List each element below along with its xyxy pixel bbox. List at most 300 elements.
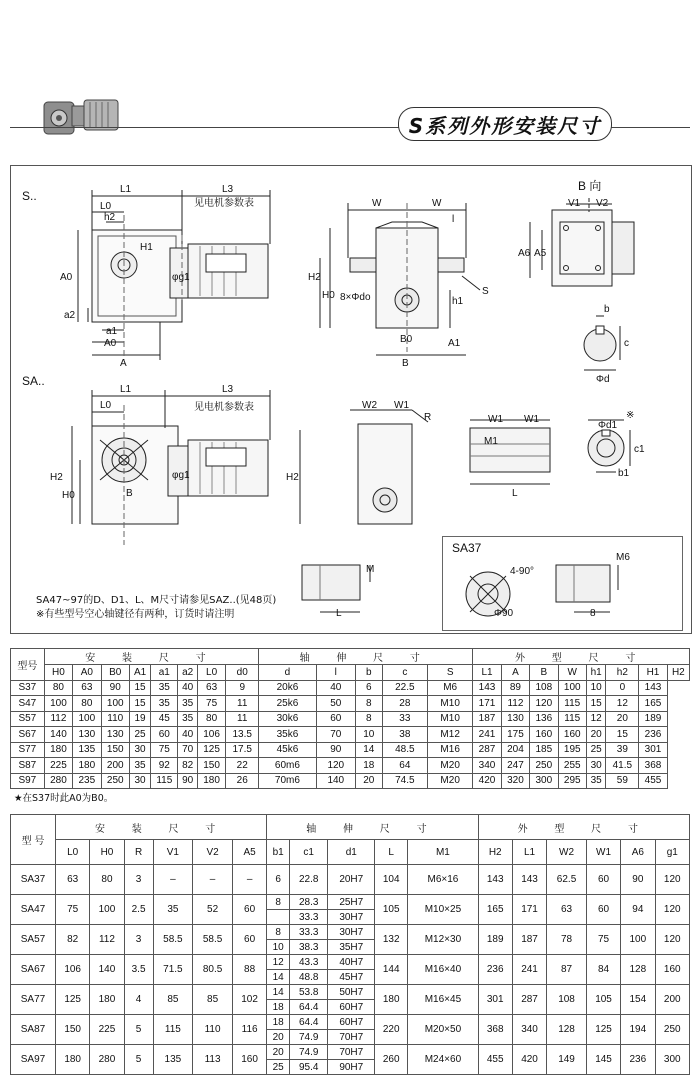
table-cell-d1: 30H7 <box>328 925 375 940</box>
table-cell: 8 <box>355 696 382 712</box>
table-cell: 135 <box>73 742 101 758</box>
dim-b-sa: B <box>126 488 133 499</box>
table-cell: M20 <box>427 773 472 789</box>
column-header: A <box>501 665 529 681</box>
table-cell: 14 <box>355 742 382 758</box>
table-cell: 13.5 <box>226 727 259 743</box>
table-cell: 35 <box>178 696 197 712</box>
group-install: 安 装 尺 寸 <box>44 649 258 665</box>
table-cell: M20 <box>427 758 472 774</box>
table-cell: 28 <box>382 696 427 712</box>
dim-a1: a1 <box>106 326 118 337</box>
table-cell: 255 <box>558 758 586 774</box>
table-cell: 104 <box>375 865 408 895</box>
table-cell: 140 <box>44 727 72 743</box>
row-model: S57 <box>11 711 45 727</box>
table-cell: 4 <box>124 985 153 1015</box>
table-cell-b1: 20 <box>267 1045 290 1060</box>
table-cell: 17.5 <box>226 742 259 758</box>
table-cell: 89 <box>501 680 529 696</box>
table-cell: 110 <box>101 711 129 727</box>
table-cell: 20 <box>586 727 605 743</box>
table-cell: 60 <box>586 895 620 925</box>
table-cell-b1: 25 <box>267 1060 290 1075</box>
table-cell: 48.5 <box>382 742 427 758</box>
table-cell-b1: 8 <box>267 895 290 910</box>
table-row <box>11 925 690 940</box>
table-cell: 0 <box>606 680 639 696</box>
dim-eight: 8 <box>590 608 596 619</box>
row-model: S47 <box>11 696 45 712</box>
table-cell: 12 <box>606 696 639 712</box>
table-cell: 41.5 <box>606 758 639 774</box>
table-cell-c1: 53.8 <box>290 985 328 1000</box>
column-header-sa: V2 <box>193 840 233 865</box>
column-header-sa: b1 <box>267 840 290 865</box>
table-cell: M16 <box>427 742 472 758</box>
dim-l3: L3 <box>222 184 234 195</box>
table-cell: 25k6 <box>259 696 317 712</box>
dim-a1-front: A1 <box>448 338 461 349</box>
table-cell: 70m6 <box>259 773 317 789</box>
table-cell-c1: 33.3 <box>290 925 328 940</box>
table-cell: 250 <box>655 1015 690 1045</box>
table-cell: 11 <box>226 711 259 727</box>
table-cell-b1: 18 <box>267 1015 290 1030</box>
column-header: A0 <box>73 665 101 681</box>
table-cell: 75 <box>197 696 225 712</box>
row-model: S67 <box>11 727 45 743</box>
table-cell: 185 <box>530 742 558 758</box>
table-cell: 140 <box>90 955 124 985</box>
dim-bolt: 8×Φdo <box>340 292 371 303</box>
table-cell-c1: 74.9 <box>290 1030 328 1045</box>
table-cell-d1: 45H7 <box>328 970 375 985</box>
table-cell: 22.5 <box>382 680 427 696</box>
table-cell: 3 <box>124 925 153 955</box>
table-cell: 120 <box>530 696 558 712</box>
dim-g1-sa: φg1 <box>172 470 190 481</box>
table-cell: 94 <box>621 895 655 925</box>
table-cell: 100 <box>44 696 72 712</box>
table-cell: 84 <box>586 955 620 985</box>
table-cell: 26 <box>226 773 259 789</box>
table-cell-d1: 70H7 <box>328 1030 375 1045</box>
table-cell: 115 <box>558 696 586 712</box>
table-cell: 160 <box>655 955 690 985</box>
table-cell: 301 <box>639 742 667 758</box>
table-cell: 22 <box>226 758 259 774</box>
table-cell-b1: 8 <box>267 925 290 940</box>
table-cell: 195 <box>558 742 586 758</box>
dim-v1: V1 <box>568 198 581 209</box>
column-header: H0 <box>44 665 72 681</box>
table-cell: 189 <box>639 711 667 727</box>
group-shaft-sa: 轴 伸 尺 寸 <box>267 815 478 840</box>
table-cell: 70 <box>178 742 197 758</box>
column-header: l <box>316 665 355 681</box>
table-cell-m1: M24×60 <box>408 1045 478 1075</box>
table-cell: 64 <box>382 758 427 774</box>
table-cell: 15 <box>129 680 150 696</box>
table-cell: 128 <box>621 955 655 985</box>
table-cell: 85 <box>193 985 233 1015</box>
table-cell: 85 <box>153 985 193 1015</box>
table-cell: 20 <box>606 711 639 727</box>
dim-h1: H1 <box>140 242 153 253</box>
mark-note: ※ <box>626 410 635 421</box>
table-cell: 30 <box>129 742 150 758</box>
table-cell: 160 <box>558 727 586 743</box>
column-header-sa: H0 <box>90 840 124 865</box>
table-cell-d1: 60H7 <box>328 1015 375 1030</box>
table-cell-d1: 90H7 <box>328 1060 375 1075</box>
table-cell-c1: 38.3 <box>290 940 328 955</box>
table-cell: 15 <box>129 696 150 712</box>
table-cell: 300 <box>655 1045 690 1075</box>
table-cell-d1: 20H7 <box>328 865 375 895</box>
table-cell: 132 <box>375 925 408 955</box>
row-model: SA87 <box>11 1015 56 1045</box>
table-cell: 130 <box>73 727 101 743</box>
table-cell: 20k6 <box>259 680 317 696</box>
column-header: L1 <box>473 665 501 681</box>
table-cell: 112 <box>501 696 529 712</box>
column-header: L0 <box>197 665 225 681</box>
table-cell: 18 <box>355 758 382 774</box>
table-cell: 100 <box>90 895 124 925</box>
note-hollow-shaft: ※有些型号空心轴键径有两种，订货时请注明 <box>36 609 235 620</box>
dim-w1: W1 <box>394 400 409 411</box>
table-cell: 150 <box>56 1015 90 1045</box>
table-cell: 180 <box>90 985 124 1015</box>
table-cell: 300 <box>530 773 558 789</box>
table-cell: 87 <box>547 955 587 985</box>
table-cell: M10 <box>427 696 472 712</box>
table-cell-m1: M6×16 <box>408 865 478 895</box>
table-cell: 420 <box>512 1045 546 1075</box>
sa-series-dimension-table <box>10 814 690 1075</box>
table-cell: 11 <box>226 696 259 712</box>
dim-a0-vertical: A0 <box>60 272 73 283</box>
table-cell: 125 <box>586 1015 620 1045</box>
column-header: d <box>259 665 317 681</box>
group-outline: 外 型 尺 寸 <box>473 649 690 665</box>
row-model: SA67 <box>11 955 56 985</box>
group-shaft: 轴 伸 尺 寸 <box>259 649 473 665</box>
row-model: SA47 <box>11 895 56 925</box>
dim-l3-sa: L3 <box>222 384 234 395</box>
table-cell: 45 <box>151 711 178 727</box>
table-cell: 80 <box>73 696 101 712</box>
table-cell: – <box>232 865 266 895</box>
column-header: H1 <box>639 665 667 681</box>
table-cell: 301 <box>478 985 512 1015</box>
table-cell: 368 <box>639 758 667 774</box>
table-cell: 40 <box>316 680 355 696</box>
table-row <box>11 985 690 1000</box>
table-cell: 143 <box>512 865 546 895</box>
table-cell: 150 <box>197 758 225 774</box>
table-cell-c1: 48.8 <box>290 970 328 985</box>
table-cell: 100 <box>101 696 129 712</box>
table-cell: 241 <box>473 727 501 743</box>
dim-a0-bottom: A0 <box>104 338 117 349</box>
dim-a6: A6 <box>518 248 531 259</box>
dim-h2-front: H2 <box>308 272 321 283</box>
table-cell: 143 <box>478 865 512 895</box>
row-model: SA77 <box>11 985 56 1015</box>
table-cell: 58.5 <box>153 925 193 955</box>
table-cell: 112 <box>90 925 124 955</box>
dim-b-key: b <box>604 304 610 315</box>
table-cell-c1: 22.8 <box>290 865 328 895</box>
table-cell: 340 <box>473 758 501 774</box>
row-model: S77 <box>11 742 45 758</box>
table-cell: 9 <box>226 680 259 696</box>
column-header-sa: g1 <box>655 840 690 865</box>
column-header: h1 <box>586 665 605 681</box>
table-cell: 180 <box>375 985 408 1015</box>
column-header-sa: R <box>124 840 153 865</box>
table-row <box>11 758 690 774</box>
table-cell: 45k6 <box>259 742 317 758</box>
dim-m: M <box>366 564 375 575</box>
motor-ref-sa: 见电机参数表 <box>194 402 254 413</box>
table-cell-d1: 60H7 <box>328 1000 375 1015</box>
table-cell: 25 <box>586 742 605 758</box>
column-header: c <box>382 665 427 681</box>
column-header: a2 <box>178 665 197 681</box>
table-cell: 60 <box>232 895 266 925</box>
table-cell: 260 <box>375 1045 408 1075</box>
label-b-view: B 向 <box>578 179 602 193</box>
table-cell: 63 <box>547 895 587 925</box>
dim-m6: M6 <box>616 552 630 563</box>
table-cell: 150 <box>101 742 129 758</box>
table-cell-b1 <box>267 910 290 925</box>
dim-r: R <box>424 412 432 423</box>
table-cell: 102 <box>232 985 266 1015</box>
column-header: B0 <box>101 665 129 681</box>
table-cell: 52 <box>193 895 233 925</box>
table-cell: 187 <box>512 925 546 955</box>
table-cell: 120 <box>316 758 355 774</box>
table-cell: 90 <box>621 865 655 895</box>
table-cell: 145 <box>586 1045 620 1075</box>
row-model: S37 <box>11 680 45 696</box>
table-cell-d1: 50H7 <box>328 985 375 1000</box>
table-cell-b1: 20 <box>267 1030 290 1045</box>
group-outline-sa: 外 型 尺 寸 <box>478 815 689 840</box>
row-model: SA57 <box>11 925 56 955</box>
table-cell: 5 <box>124 1045 153 1075</box>
table-cell: 60 <box>232 925 266 955</box>
table-cell: 187 <box>473 711 501 727</box>
table-cell: 88 <box>232 955 266 985</box>
table-cell: 115 <box>558 711 586 727</box>
table-cell: 35 <box>151 680 178 696</box>
column-header-sa: A6 <box>621 840 655 865</box>
dim-w2: W2 <box>362 400 377 411</box>
dim-w-right: W <box>432 198 442 209</box>
table-cell: 78 <box>547 925 587 955</box>
table-cell: 3.5 <box>124 955 153 985</box>
table-cell-c1: 28.3 <box>290 895 328 910</box>
table-cell-c1: 43.3 <box>290 955 328 970</box>
column-header: H2 <box>667 665 689 681</box>
table-cell: 455 <box>639 773 667 789</box>
table-cell: 59 <box>606 773 639 789</box>
table-cell: 75 <box>151 742 178 758</box>
table-cell-c1: 95.4 <box>290 1060 328 1075</box>
table-row <box>11 865 690 895</box>
table-row <box>11 1015 690 1030</box>
table-row <box>11 711 690 727</box>
dim-w-left: W <box>372 198 382 209</box>
dim-b1: b1 <box>618 468 630 479</box>
dim-m1: M1 <box>484 436 498 447</box>
table-cell-b1: 10 <box>267 940 290 955</box>
page-title: S系列外形安装尺寸 <box>398 107 612 141</box>
column-header-sa: L0 <box>56 840 90 865</box>
dim-g1: φg1 <box>172 272 190 283</box>
table-cell: 39 <box>606 742 639 758</box>
dim-v2: V2 <box>596 198 609 209</box>
dim-h2-sa: H2 <box>50 472 63 483</box>
table-cell-c1: 74.9 <box>290 1045 328 1060</box>
dim-l1: L1 <box>120 184 132 195</box>
table-cell: 130 <box>101 727 129 743</box>
table-row <box>11 895 690 910</box>
table-cell: 58.5 <box>193 925 233 955</box>
table-cell: 165 <box>478 895 512 925</box>
motor-ref-s: 见电机参数表 <box>194 198 254 209</box>
table-cell: 71.5 <box>153 955 193 985</box>
dim-l-detail: L <box>336 608 342 619</box>
dim-h2-small: h2 <box>104 212 116 223</box>
table-cell: 92 <box>151 758 178 774</box>
column-header: h2 <box>606 665 639 681</box>
table-cell: 80.5 <box>193 955 233 985</box>
table-cell: 135 <box>153 1045 193 1075</box>
column-header-sa: W2 <box>547 840 587 865</box>
table-cell: 368 <box>478 1015 512 1045</box>
column-header-sa: d1 <box>328 840 375 865</box>
column-header: b <box>355 665 382 681</box>
dim-l0-sa: L0 <box>100 400 112 411</box>
table-cell: 63 <box>197 680 225 696</box>
column-header: W <box>558 665 586 681</box>
table-cell-d1: 35H7 <box>328 940 375 955</box>
dim-h0-front: H0 <box>322 290 335 301</box>
column-header-sa: M1 <box>408 840 478 865</box>
table-cell-d1: 40H7 <box>328 955 375 970</box>
table-cell: 30 <box>129 773 150 789</box>
table-cell: 236 <box>478 955 512 985</box>
table-cell: 60 <box>316 711 355 727</box>
row-model: SA37 <box>11 865 56 895</box>
table-cell: 120 <box>655 895 690 925</box>
table-cell: 106 <box>56 955 90 985</box>
dim-d1: Φd1 <box>598 420 618 431</box>
table-cell: 90 <box>101 680 129 696</box>
table-cell: 241 <box>512 955 546 985</box>
table-cell: 130 <box>501 711 529 727</box>
table-cell: 180 <box>73 758 101 774</box>
model-header: 型号 <box>11 649 45 681</box>
dim-l1-sa: L1 <box>120 384 132 395</box>
table-cell-b1: 18 <box>267 1000 290 1015</box>
table-cell: 280 <box>44 773 72 789</box>
table-cell: 280 <box>90 1045 124 1075</box>
table-cell: 90 <box>178 773 197 789</box>
table-cell: 140 <box>316 773 355 789</box>
table-row <box>11 696 690 712</box>
table-cell: 225 <box>44 758 72 774</box>
table-cell-b1: 14 <box>267 970 290 985</box>
table-cell: 50 <box>316 696 355 712</box>
table-cell: 247 <box>501 758 529 774</box>
table-cell: 287 <box>473 742 501 758</box>
table-cell-m1: M20×50 <box>408 1015 478 1045</box>
table-cell: 175 <box>501 727 529 743</box>
table-cell: 149 <box>547 1045 587 1075</box>
table-cell: 105 <box>586 985 620 1015</box>
table-cell: 100 <box>73 711 101 727</box>
column-header-sa: A5 <box>232 840 266 865</box>
table-cell: 143 <box>473 680 501 696</box>
sa37-detail-box <box>442 536 683 631</box>
table-cell: 108 <box>530 680 558 696</box>
table-cell: 120 <box>655 925 690 955</box>
table-cell: 171 <box>473 696 501 712</box>
table-row <box>11 955 690 970</box>
table-row <box>11 773 690 789</box>
table-cell: 5 <box>124 1015 153 1045</box>
table-cell: 35 <box>586 773 605 789</box>
table-cell-d1: 70H7 <box>328 1045 375 1060</box>
table-cell: 455 <box>478 1045 512 1075</box>
table-cell: 200 <box>655 985 690 1015</box>
table-cell: – <box>153 865 193 895</box>
table-cell: 60 <box>151 727 178 743</box>
dim-d-key: Φd <box>596 374 610 385</box>
table-cell: 250 <box>101 773 129 789</box>
table-cell: 3 <box>124 865 153 895</box>
table-cell: 236 <box>639 727 667 743</box>
table-cell: 15 <box>586 696 605 712</box>
table-cell-c1: 33.3 <box>290 910 328 925</box>
label-sa-series: SA.. <box>22 374 45 388</box>
column-header: d0 <box>226 665 259 681</box>
table-cell: 25 <box>129 727 150 743</box>
dim-c1: c1 <box>634 444 645 455</box>
table-cell: 113 <box>193 1045 233 1075</box>
table-cell-b1: 14 <box>267 985 290 1000</box>
table-cell: 171 <box>512 895 546 925</box>
dim-phi90: Φ90 <box>494 608 514 619</box>
table-cell-d1: 30H7 <box>328 910 375 925</box>
table-cell: 60m6 <box>259 758 317 774</box>
table-cell: 30k6 <box>259 711 317 727</box>
table-cell: 100 <box>621 925 655 955</box>
table-cell: 20 <box>355 773 382 789</box>
table-cell: 35 <box>178 711 197 727</box>
dim-a2: a2 <box>64 310 76 321</box>
table-cell: 180 <box>197 773 225 789</box>
group-install-sa: 安 装 尺 寸 <box>56 815 267 840</box>
